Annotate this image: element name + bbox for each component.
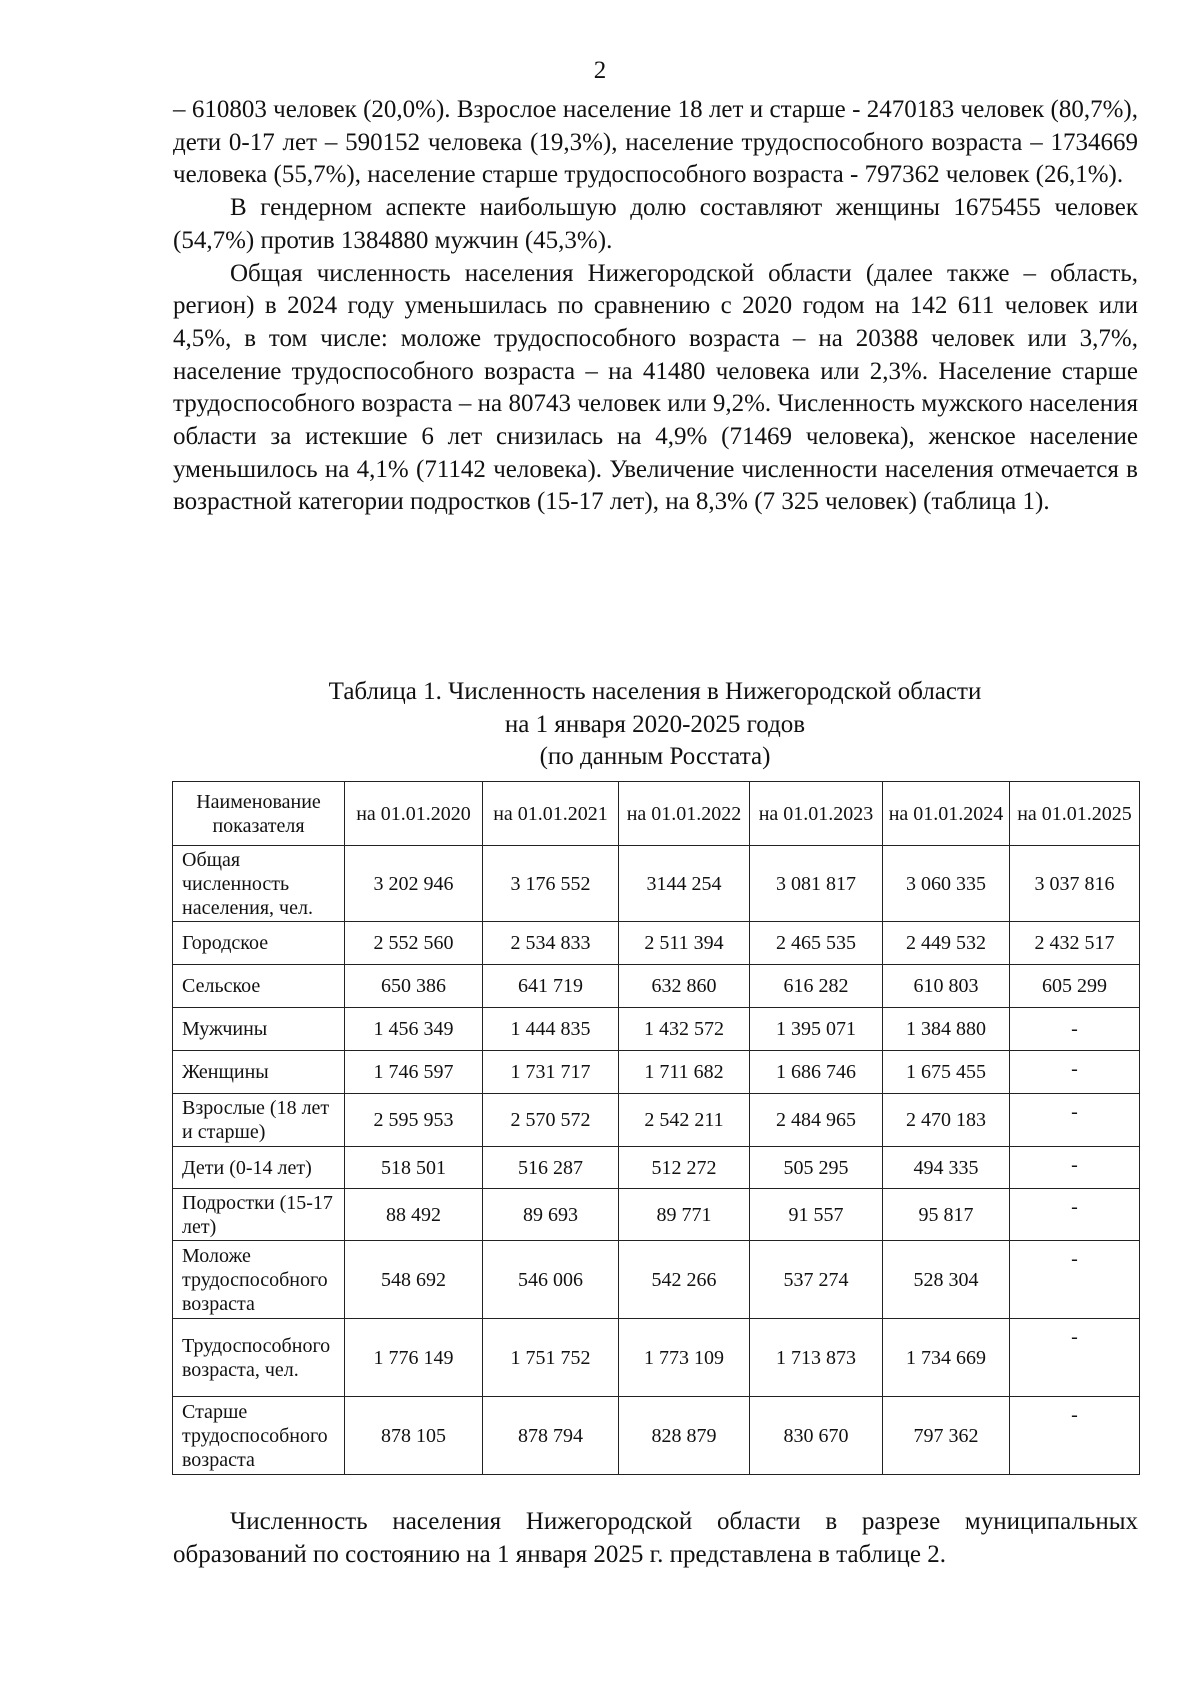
row-label: Подростки (15-17 лет) [173,1189,345,1241]
table-cell: 1 731 717 [483,1051,619,1094]
table-cell: 1 432 572 [619,1008,750,1051]
header-year: на 01.01.2023 [750,782,883,846]
table-cell: 3144 254 [619,846,750,922]
paragraph-gender: В гендерном аспекте наибольшую долю составляют женщины 1675455 человек (54,7%) против 1384880 мужчин (45,3%). [173,194,1138,254]
table-cell: 95 817 [883,1189,1010,1241]
table-cell: 89 771 [619,1189,750,1241]
table-cell: 830 670 [750,1397,883,1475]
table-cell: 537 274 [750,1241,883,1319]
table-cell: 1 711 682 [619,1051,750,1094]
table-cell: 2 595 953 [345,1094,483,1147]
table-cell: 2 470 183 [883,1094,1010,1147]
table-cell: 3 081 817 [750,846,883,922]
table-cell: 3 037 816 [1010,846,1140,922]
table-cell: 2 542 211 [619,1094,750,1147]
table-cell: 1 751 752 [483,1319,619,1397]
row-label: Общая численность населения, чел. [173,846,345,922]
table-row [173,1241,1140,1319]
table-cell: 548 692 [345,1241,483,1319]
table-cell: 1 675 455 [883,1051,1010,1094]
table-cell: 1 773 109 [619,1319,750,1397]
table-cell: - [1010,1147,1140,1189]
table-cell: 878 105 [345,1397,483,1475]
table-cell: - [1010,1319,1140,1397]
table-row [173,1397,1140,1475]
row-label: Трудоспособного возраста, чел. [173,1319,345,1397]
table-cell: - [1010,1008,1140,1051]
table-cell: 542 266 [619,1241,750,1319]
table-cell: 2 570 572 [483,1094,619,1147]
table-cell: 2 484 965 [750,1094,883,1147]
row-label: Женщины [173,1051,345,1094]
table-cell: 1 776 149 [345,1319,483,1397]
table-row [173,1094,1140,1147]
intro-text [173,94,1138,519]
table-header-row [173,782,1140,846]
table-cell: - [1010,1094,1140,1147]
table-cell: 1 395 071 [750,1008,883,1051]
table-cell: 2 511 394 [619,922,750,965]
table-row [173,1008,1140,1051]
table-cell: 91 557 [750,1189,883,1241]
table-cell: - [1010,1241,1140,1319]
table-row [173,1051,1140,1094]
table-cell: 1 686 746 [750,1051,883,1094]
paragraph-age-structure: – 610803 человек (20,0%). Взрослое население 18 лет и старше - 2470183 человек (80,7%), дети 0-17 лет – 590152 человека (19,3%), население трудоспособного возраста – 1734669 человека (55,7%), население старше трудоспособного возраста - 797362 человек (26,1%). [173,96,1138,189]
table-cell: - [1010,1189,1140,1241]
table-cell: 632 860 [619,965,750,1008]
table-caption [160,676,1150,774]
table-cell: 878 794 [483,1397,619,1475]
population-table [172,781,1140,1475]
paragraph-population-change: Общая численность населения Нижегородской области (далее также – область, регион) в 2024 году уменьшилась по сравнению с 2020 годом на 142 611 человек или 4,5%, в том числе: моложе трудоспособного возраста – на 20388 человек или 3,7%, население трудоспособного возраста – на 41480 человека или 2,3%. Население старше трудоспособного возраста – на 80743 человек или 9,2%. Численность мужского населения области за истекшие 6 лет снизилась на 4,9% (71469 человека), женское население уменьшилось на 4,1% (71142 человека). Увеличение численности населения отмечается в возрастной категории подростков (15-17 лет), на 8,3% (7 325 человек) (таблица 1). [173,259,1138,516]
header-year: на 01.01.2022 [619,782,750,846]
header-year: на 01.01.2024 [883,782,1010,846]
table-cell: 797 362 [883,1397,1010,1475]
table-cell: 88 492 [345,1189,483,1241]
row-label: Сельское [173,965,345,1008]
table-cell: 518 501 [345,1147,483,1189]
header-year: на 01.01.2021 [483,782,619,846]
table-cell: 1 713 873 [750,1319,883,1397]
table-cell: 2 432 517 [1010,922,1140,965]
table-row [173,1147,1140,1189]
table-row [173,1189,1140,1241]
table-cell: 2 449 532 [883,922,1010,965]
table-cell: 2 534 833 [483,922,619,965]
table-cell: 1 456 349 [345,1008,483,1051]
table-cell: 1 444 835 [483,1008,619,1051]
table-row [173,965,1140,1008]
table-cell: 828 879 [619,1397,750,1475]
table-caption-title: Таблица 1. Численность населения в Нижегородской области [328,678,982,705]
table-caption-source: (по данным Росстата) [539,743,771,770]
table-row [173,922,1140,965]
table-row [173,846,1140,922]
table-cell: 3 060 335 [883,846,1010,922]
table-cell: 605 299 [1010,965,1140,1008]
table-caption-period: на 1 января 2020-2025 годов [504,710,806,738]
table-cell: 512 272 [619,1147,750,1189]
page-number: 2 [593,57,607,84]
paragraph-table-reference: Численность населения Нижегородской области в разрезе муниципальных образований по состоянию на 1 января 2025 г. представлена в таблице 2. [173,1508,1138,1568]
table-cell: 610 803 [883,965,1010,1008]
table-cell: 1 746 597 [345,1051,483,1094]
table-cell: 505 295 [750,1147,883,1189]
header-indicator: Наименование показателя [173,782,345,846]
row-label: Мужчины [173,1008,345,1051]
table-cell: 641 719 [483,965,619,1008]
row-label: Старше трудоспособного возраста [173,1397,345,1475]
table-cell: 546 006 [483,1241,619,1319]
table-cell: 650 386 [345,965,483,1008]
header-year: на 01.01.2020 [345,782,483,846]
table-cell: 3 176 552 [483,846,619,922]
table-cell: 1 734 669 [883,1319,1010,1397]
row-label: Городское [173,922,345,965]
row-label: Взрослые (18 лет и старше) [173,1094,345,1147]
header-year: на 01.01.2025 [1010,782,1140,846]
row-label: Дети (0-14 лет) [173,1147,345,1189]
table-cell: 3 202 946 [345,846,483,922]
table-cell: 516 287 [483,1147,619,1189]
table-cell: 2 552 560 [345,922,483,965]
table-cell: - [1010,1397,1140,1475]
row-label: Моложе трудоспособного возраста [173,1241,345,1319]
table-cell: 616 282 [750,965,883,1008]
table-cell: 528 304 [883,1241,1010,1319]
table-cell: 494 335 [883,1147,1010,1189]
table-cell: 89 693 [483,1189,619,1241]
table-cell: - [1010,1051,1140,1094]
closing-text [173,1506,1138,1571]
table-cell: 2 465 535 [750,922,883,965]
table-cell: 1 384 880 [883,1008,1010,1051]
table-row [173,1319,1140,1397]
